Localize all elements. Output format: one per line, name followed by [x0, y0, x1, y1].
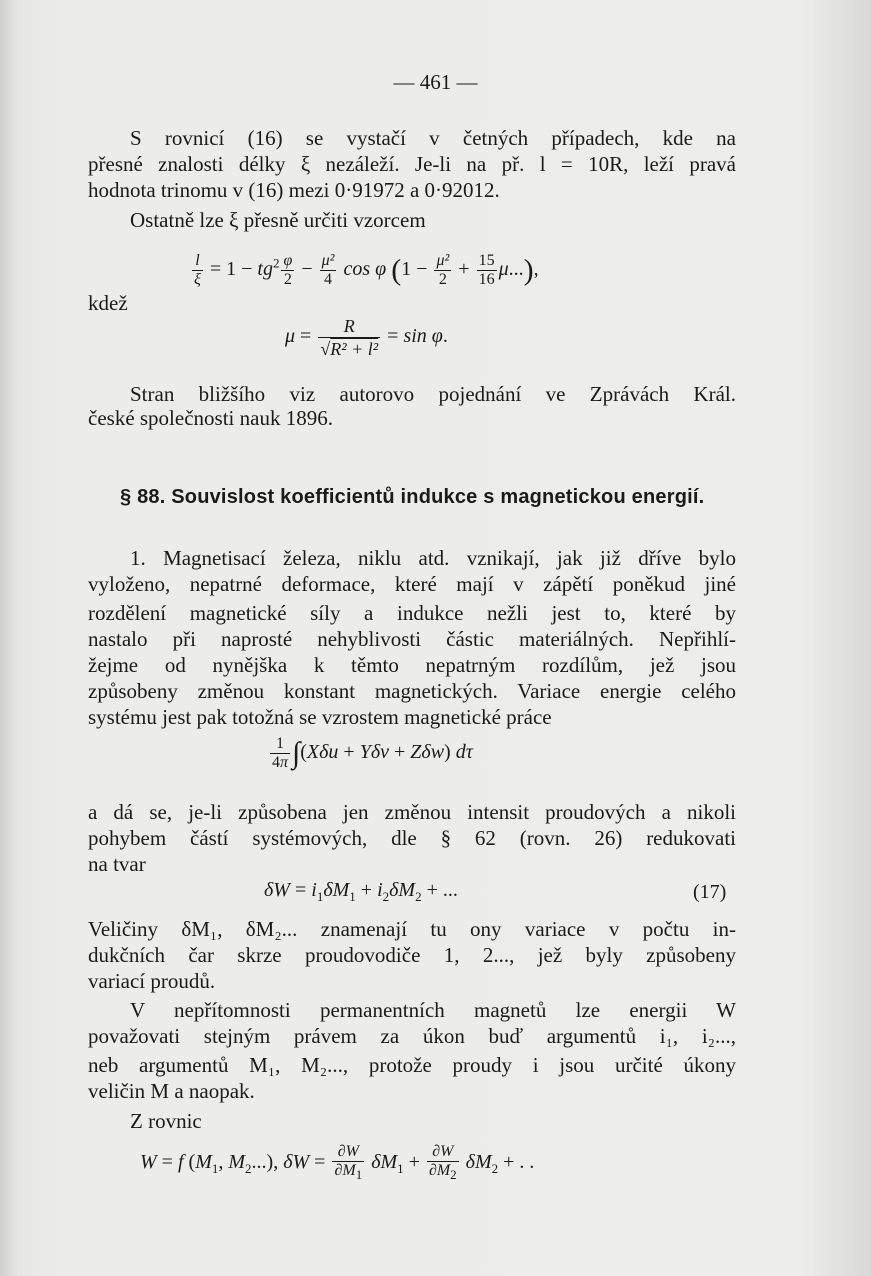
text-line: variací proudů. [88, 969, 216, 993]
text-line: žejme od nynějška k těmto nepatrným rozdílům, jež jsou [88, 653, 736, 677]
text-line: způsobeny změnou konstant magnetických. Variace energie celého [88, 679, 736, 703]
text-line: Veličiny δM₁, δM₂... znamenají tu ony variace v počtu in- [88, 917, 736, 941]
text-line: pohybem částí systémových, dle § 62 (rovn. 26) redukovati [88, 826, 736, 850]
formula-xi: $\frac{l}{\xi}$ = $1 - tg^2$ $\frac{\varphi}{2}$ − $\frac{\text{μ²}}{4}$ cos φ (1 − $\frac{\text{μ²}}{2}$ + $\frac{15}{16}$ μ...), [194, 252, 539, 288]
text-line: neb argumentů M₁, M₂..., protože proudy i jsou určité úkony [88, 1053, 736, 1077]
formula-energy: W = f ($M_1$, $M_2$...), δW = $\frac{\partial W}{\partial M_1}$ $\delta M_1$ + $\frac{\partial W}{\partial M_2}$ $\delta M_2$ + . . [140, 1143, 535, 1183]
formula-17: $\delta W = i_1\delta M_1 + i_2\delta M_2$ + ... [264, 879, 458, 904]
text-line: veličin M a naopak. [88, 1079, 255, 1103]
kdez-label: kdež [88, 291, 128, 315]
formula-mu: μ = $\frac{R}{\text{√R² + l²}}$ = sin φ. [285, 316, 448, 359]
section-heading: § 88. Souvislost koefficientů indukce s magnetickou energií. [120, 486, 705, 508]
text-line: na tvar [88, 852, 146, 876]
equation-number: (17) [693, 881, 727, 903]
text-line: rozdělení magnetické síly a indukce nežli jest to, které by [88, 601, 736, 625]
text-line: přesné znalosti délky ξ nezáleží. Je-li na př. l = 10R, leží pravá [88, 152, 736, 176]
text-line: české společnosti nauk 1896. [88, 406, 333, 430]
text-line: dukčních čar skrze proudovodiče 1, 2..., jež byly způsobeny [88, 943, 736, 967]
page-number: — 461 — [393, 70, 478, 94]
text-line: 1. Magnetisací železa, niklu atd. vznikají, jak již dříve bylo [130, 546, 736, 570]
text-line: hodnota trinomu v (16) mezi 0·91972 a 0·92012. [88, 178, 500, 202]
text-line: nastalo při naprosté nehyblivosti částic materiálných. Nepřihlí- [88, 627, 736, 651]
text-line: S rovnicí (16) se vystačí v četných případech, kde na [130, 126, 736, 150]
text-line: Stran bližšího viz autorovo pojednání ve Zprávách Král. [130, 382, 736, 406]
text-line: Ostatně lze ξ přesně určiti vzorcem [130, 208, 426, 232]
text-line: systému jest pak totožná se vzrostem magnetické práce [88, 705, 552, 729]
text-line: V nepřítomnosti permanentních magnetů lze energii W [130, 998, 736, 1022]
text-line: Z rovnic [130, 1109, 202, 1133]
text-line: považovati stejným právem za úkon buď argumentů i₁, i₂..., [88, 1024, 736, 1048]
text-line: vyloženo, nepatrné deformace, které mají v zápětí poněkud jiné [88, 572, 736, 596]
text-line: a dá se, je-li způsobena jen změnou intensit proudových a nikoli [88, 800, 736, 824]
formula-integral: $\frac{1}{4\pi}$ ∫(Xδu + Yδv + Zδw) dτ [272, 735, 473, 771]
